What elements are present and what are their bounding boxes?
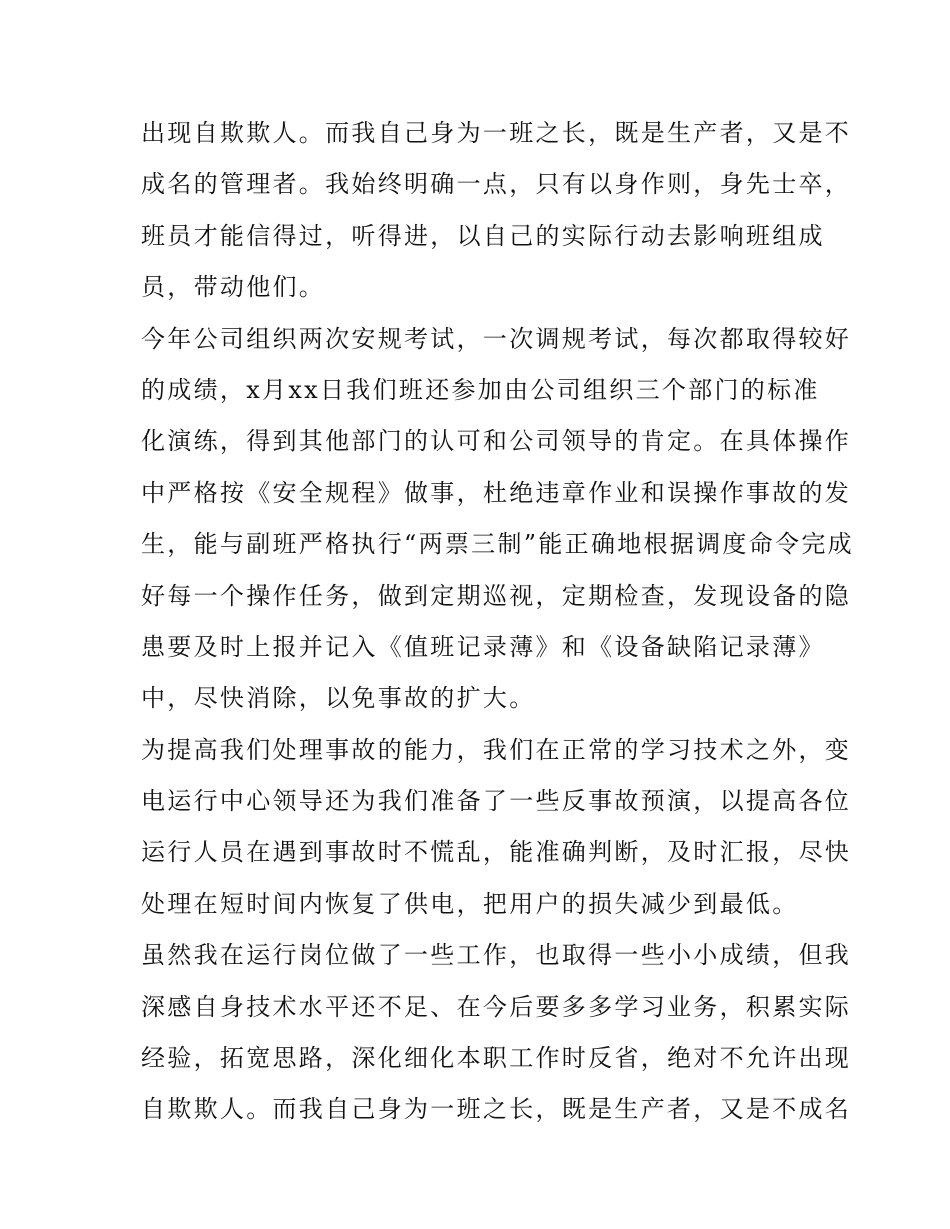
text-line: 出现自欺欺人。而我自己身为一班之长，既是生产者，又是不 — [141, 119, 852, 147]
text-line: 运行人员在遇到事故时不慌乱，能准确判断，及时汇报，尽快 — [141, 838, 852, 867]
text-line: 电运行中心领导还为我们准备了一些反事故预演，以提高各位 — [141, 787, 852, 816]
text-line: 虽然我在运行岗位做了一些工作，也取得一些小小成绩，但我 — [141, 941, 852, 970]
text-line: 患要及时上报并记入《值班记录薄》和《设备缺陷记录薄》 — [141, 632, 825, 661]
text-line: 员，带动他们。 — [141, 273, 326, 302]
text-line: 成名的管理者。我始终明确一点，只有以身作则，身先士卒， — [141, 170, 852, 199]
text-line: 中严格按《安全规程》做事，杜绝违章作业和误操作事故的发 — [141, 478, 852, 507]
text-line: 深感自身技术水平还不足、在今后要多多学习业务，积累实际 — [141, 992, 852, 1021]
text-line: 好每一个操作任务，做到定期巡视，定期检查，发现设备的隐 — [141, 581, 852, 610]
text-line: 中，尽快消除，以免事故的扩大。 — [141, 684, 536, 713]
body-text — [141, 108, 854, 1136]
text-line: 化演练，得到其他部门的认可和公司领导的肯定。在具体操作 — [141, 427, 852, 456]
text-line: 自欺欺人。而我自己身为一班之长，既是生产者，又是不成名 — [141, 1095, 852, 1124]
text-line: 生，能与副班严格执行“两票三制”能正确地根据调度命令完成 — [141, 530, 854, 559]
text-line: 班员才能信得过，听得进，以自己的实际行动去影响班组成 — [141, 221, 825, 250]
text-line: 今年公司组织两次安规考试，一次调规考试，每次都取得较好 — [141, 324, 852, 353]
text-line: 为提高我们处理事故的能力，我们在正常的学习技术之外，变 — [141, 735, 852, 764]
text-line: 处理在短时间内恢复了供电，把用户的损失减少到最低。 — [141, 889, 799, 918]
text-line: 经验，拓宽思路，深化细化本职工作时反省，绝对不允许出现 — [141, 1044, 852, 1073]
text-line: 的成绩，x月xx日我们班还参加由公司组织三个部门的标准 — [141, 375, 820, 404]
